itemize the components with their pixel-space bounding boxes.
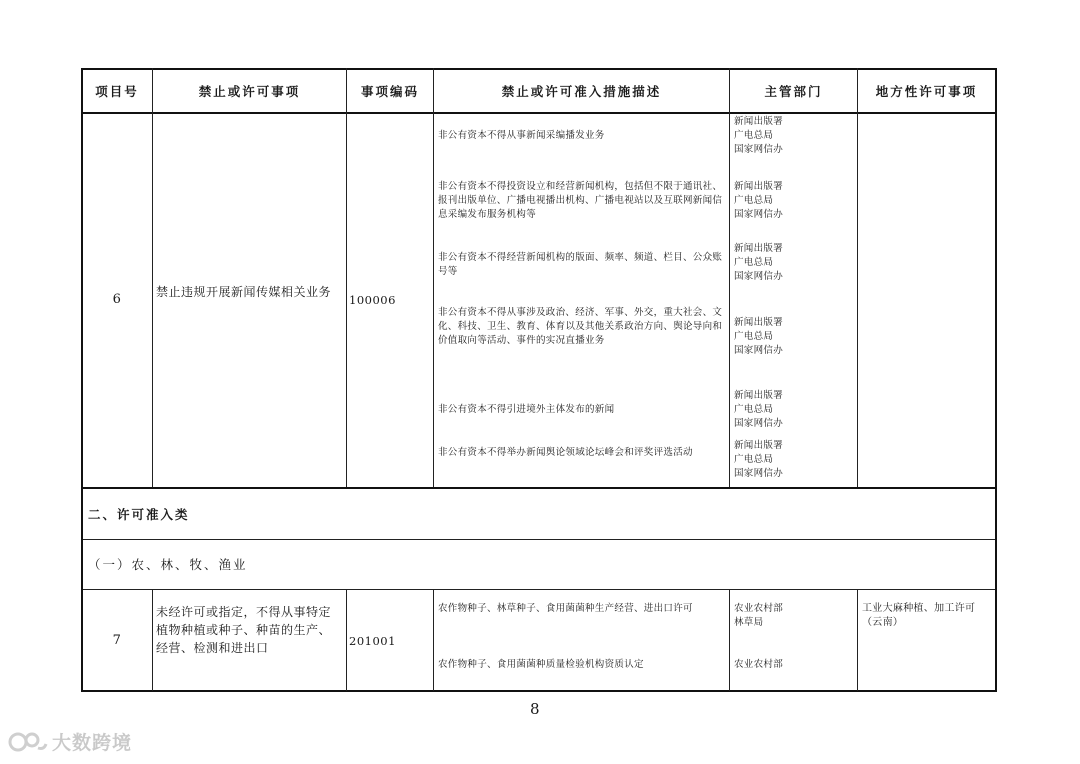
table-right-border — [995, 68, 997, 692]
table-bottom-border — [82, 690, 996, 692]
table-top-border — [82, 68, 996, 70]
header-bottom-border — [82, 112, 996, 114]
section-bottom-border — [82, 539, 996, 540]
measure-desc: 非公有资本不得投资设立和经营新闻机构，包括但不限于通讯社、报刊出版单位、广播电视播出机构、广播电视站以及互联网新闻信息采编发布服务机构等 — [438, 181, 723, 220]
header-code: 事项编码 — [360, 84, 419, 99]
measure-desc: 非公有资本不得经营新闻机构的版面、频率、频道、栏目、公众账号等 — [438, 252, 723, 277]
col-divider-4 — [729, 68, 730, 487]
local-permit: 工业大麻种植、加工许可（云南） — [862, 603, 976, 628]
measure-desc: 农作物种子、林草种子、食用菌菌种生产经营、进出口许可 — [438, 603, 693, 614]
header-item-no: 项目号 — [95, 84, 139, 99]
measure-dept: 新闻出版署 广电总局 国家网信办 — [734, 181, 784, 220]
page-number: 8 — [530, 700, 540, 718]
measure-desc: 非公有资本不得从事新闻采编播发业务 — [438, 130, 605, 141]
item-title: 未经许可或指定，不得从事特定植物种植或种子、种苗的生产、经营、检测和进出口 — [156, 605, 332, 655]
measure-desc: 非公有资本不得举办新闻舆论领域论坛峰会和评奖评选活动 — [438, 447, 693, 458]
measure-desc: 农作物种子、食用菌菌种质量检验机构资质认定 — [438, 659, 644, 670]
subsection-bottom-border — [82, 589, 996, 590]
measure-dept: 新闻出版署 广电总局 国家网信办 — [734, 440, 784, 479]
subsection-heading: （一）农、林、牧、渔业 — [88, 557, 248, 572]
section-heading: 二、许可准入类 — [88, 507, 190, 522]
header-matter: 禁止或许可事项 — [198, 84, 301, 99]
measure-dept: 新闻出版署 广电总局 国家网信办 — [734, 243, 784, 282]
col-divider-5-r7 — [857, 589, 858, 691]
table-left-border — [81, 68, 83, 692]
item-number: 6 — [112, 292, 122, 307]
header-dept: 主管部门 — [764, 84, 823, 99]
watermark-text: 大数跨境 — [52, 732, 133, 754]
col-divider-2-r7 — [346, 589, 347, 691]
measure-dept: 农业农村部 — [734, 659, 784, 670]
item-number: 7 — [112, 633, 122, 648]
col-divider-1 — [152, 68, 153, 487]
col-divider-3 — [433, 68, 434, 487]
col-divider-5 — [857, 68, 858, 487]
watermark-logo-icon — [8, 730, 48, 754]
item-code: 201001 — [349, 634, 396, 648]
measure-dept: 新闻出版署 广电总局 国家网信办 — [734, 317, 784, 356]
item-code: 100006 — [349, 293, 396, 307]
col-divider-4-r7 — [729, 589, 730, 691]
measure-desc: 非公有资本不得引进境外主体发布的新闻 — [438, 404, 615, 415]
header-local-permit: 地方性许可事项 — [875, 84, 978, 99]
header-measure-desc: 禁止或许可准入措施描述 — [501, 84, 662, 99]
item-title: 禁止违规开展新闻传媒相关业务 — [156, 285, 332, 299]
measure-desc: 非公有资本不得从事涉及政治、经济、军事、外交，重大社会、文化、科技、卫生、教育、体育以及其他关系政治方向、舆论导向和价值取向等活动、事件的实况直播业务 — [438, 307, 723, 346]
measure-dept: 新闻出版署 广电总局 国家网信办 — [734, 116, 784, 155]
col-divider-1-r7 — [152, 589, 153, 691]
col-divider-3-r7 — [433, 589, 434, 691]
row6-bottom-border — [82, 487, 996, 489]
col-divider-2 — [346, 68, 347, 487]
measure-dept: 新闻出版署 广电总局 国家网信办 — [734, 390, 784, 429]
measure-dept: 农业农村部 林草局 — [734, 603, 784, 628]
watermark — [8, 728, 132, 755]
